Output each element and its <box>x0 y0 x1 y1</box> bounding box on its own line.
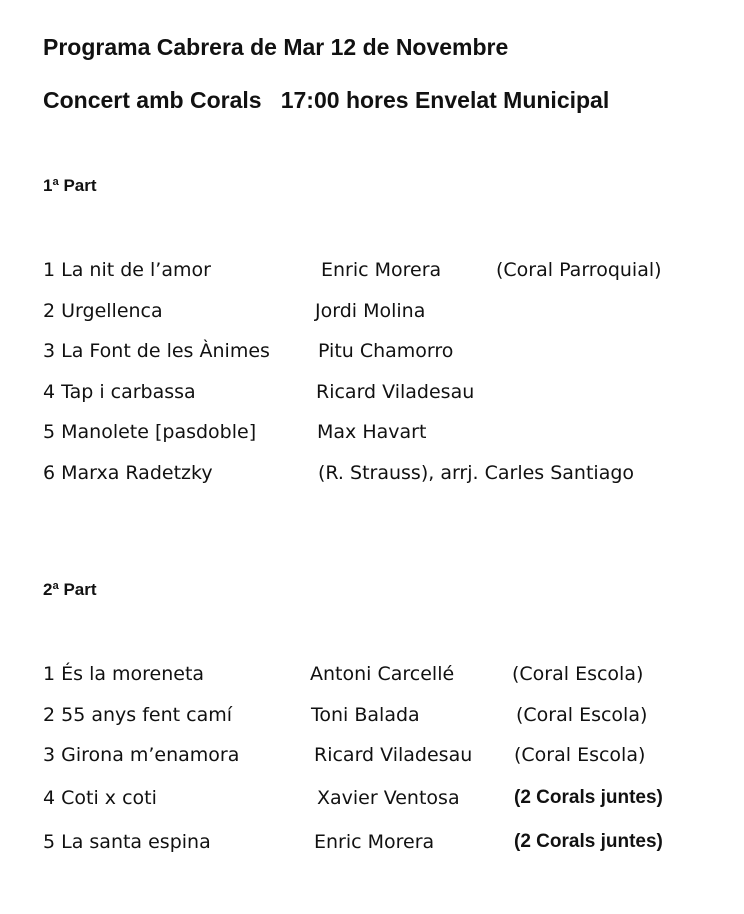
piece-title: 3 Girona m’enamora <box>43 744 240 766</box>
list-item <box>0 381 744 411</box>
concert-subtitle: Concert amb Corals 17:00 hores Envelat Municipal <box>43 87 610 113</box>
piece-title: 6 Marxa Radetzky <box>43 462 213 484</box>
list-item <box>0 421 744 451</box>
piece-composer: Pitu Chamorro <box>318 340 454 362</box>
piece-composer: Ricard Viladesau <box>316 381 475 403</box>
piece-note: (Coral Escola) <box>514 744 646 766</box>
piece-composer: Enric Morera <box>314 831 435 853</box>
piece-note: (2 Corals juntes) <box>514 787 663 808</box>
piece-composer: Enric Morera <box>321 259 442 281</box>
piece-note: (Coral Escola) <box>516 704 648 726</box>
list-item <box>0 300 744 330</box>
piece-composer: Max Havart <box>317 421 427 443</box>
list-item <box>0 259 744 289</box>
program-title: Programa Cabrera de Mar 12 de Novembre <box>43 34 509 60</box>
part1-heading: 1ª Part <box>43 176 97 195</box>
piece-title: 1 La nit de l’amor <box>43 259 211 281</box>
piece-title: 3 La Font de les Ànimes <box>43 340 270 362</box>
piece-note: (2 Corals juntes) <box>514 831 663 852</box>
part2-heading: 2ª Part <box>43 580 97 599</box>
piece-composer: Ricard Viladesau <box>314 744 473 766</box>
list-item <box>0 744 744 774</box>
piece-title: 5 La santa espina <box>43 831 211 853</box>
list-item <box>0 787 744 817</box>
list-item <box>0 462 744 492</box>
piece-title: 1 És la moreneta <box>43 663 205 685</box>
list-item <box>0 831 744 861</box>
piece-composer: (R. Strauss), arrj. Carles Santiago <box>318 462 635 484</box>
piece-title: 4 Tap i carbassa <box>43 381 196 403</box>
piece-title: 4 Coti x coti <box>43 787 157 809</box>
piece-title: 5 Manolete [pasdoble] <box>43 421 257 443</box>
piece-title: 2 55 anys fent camí <box>43 704 232 726</box>
piece-note: (Coral Escola) <box>512 663 644 685</box>
list-item <box>0 704 744 734</box>
piece-title: 2 Urgellenca <box>43 300 163 322</box>
list-item <box>0 340 744 370</box>
piece-note: (Coral Parroquial) <box>496 259 662 281</box>
piece-composer: Toni Balada <box>311 704 420 726</box>
piece-composer: Jordi Molina <box>315 300 426 322</box>
list-item <box>0 663 744 693</box>
piece-composer: Xavier Ventosa <box>317 787 460 809</box>
piece-composer: Antoni Carcellé <box>310 663 455 685</box>
